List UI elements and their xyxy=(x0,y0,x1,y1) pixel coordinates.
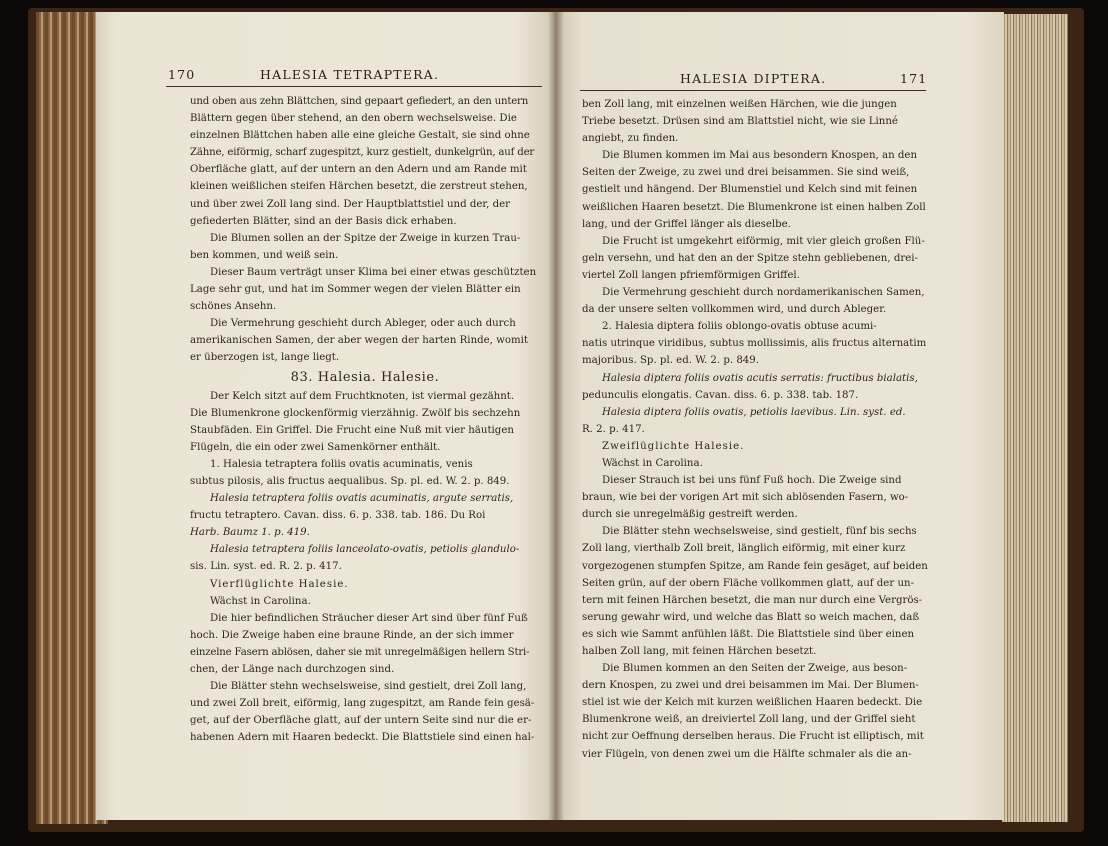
text-line: serung gewahr wird, und welche das Blatt so weich machen, daß xyxy=(582,611,920,623)
text-line: Vierflüglichte Halesie. xyxy=(210,578,349,590)
text-line: Halesia diptera foliis ovatis acutis serratis: fructibus bialatis, xyxy=(602,372,918,384)
text-line: Seiten grün, auf der obern Fläche vollkommen glatt, auf der un- xyxy=(582,577,915,589)
text-line: Die hier befindlichen Sträucher dieser Art sind über fünf Fuß xyxy=(210,612,528,624)
text-line: Zweiflüglichte Halesie. xyxy=(602,440,745,452)
text-line: stiel ist wie der Kelch mit kurzen weißlichen Haaren bedeckt. Die xyxy=(582,697,923,709)
right-running-head: HALESIA DIPTERA. xyxy=(680,71,827,86)
text-line: Die Frucht ist umgekehrt eiförmig, mit vier gleich großen Flü- xyxy=(602,235,925,247)
text-line: hoch. Die Zweige haben eine braune Rinde, an der sich immer xyxy=(190,629,514,641)
text-line: braun, wie bei der vorigen Art mit sich ablösenden Fasern, wo- xyxy=(582,492,909,504)
text-line: nicht zur Oeffnung derselben heraus. Die Frucht ist elliptisch, mit xyxy=(582,731,924,743)
left-header-rule xyxy=(166,86,542,87)
section-heading: 83. Halesia. Halesie. xyxy=(290,369,440,385)
text-line: amerikanischen Samen, der aber wegen der harten Rinde, womit xyxy=(190,335,529,347)
left-page-number: 170 xyxy=(168,67,196,82)
text-line: Oberfläche glatt, auf der untern an den Adern und am Rande mit xyxy=(190,164,527,176)
text-line: und oben aus zehn Blättchen, sind gepaart gefiedert, an den untern xyxy=(190,96,529,107)
text-line: fructu tetraptero. Cavan. diss. 6. p. 338. tab. 186. Du Roi xyxy=(190,510,486,522)
text-line: und über zwei Zoll lang sind. Der Hauptblattstiel und der, der xyxy=(190,198,511,210)
text-line: Zoll lang, vierthalb Zoll breit, länglich eiförmig, mit einer kurz xyxy=(582,543,906,555)
left-page-text xyxy=(190,93,540,746)
text-line: habenen Adern mit Haaren bedeckt. Die Blattstiele sind einen hal- xyxy=(190,732,535,744)
text-line: einzelnen Blättchen haben alle eine gleiche Gestalt, sie sind ohne xyxy=(190,130,530,142)
text-line: Flügeln, die ein oder zwei Samenkörner enthält. xyxy=(190,441,441,453)
text-line: Lage sehr gut, und hat im Sommer wegen der vielen Blätter ein xyxy=(190,284,521,296)
text-line: Harb. Baumz 1. p. 419. xyxy=(190,527,310,539)
left-running-head: HALESIA TETRAPTERA. xyxy=(260,67,440,82)
text-line: tern mit feinen Härchen besetzt, die man nur durch eine Vergrös- xyxy=(582,594,923,606)
text-line: 1. Halesia tetraptera foliis ovatis acuminatis, venis xyxy=(210,458,473,470)
text-line: Die Blätter stehn wechselsweise, sind gestielt, drei Zoll lang, xyxy=(210,681,527,693)
text-line: einzelne Fasern ablösen, daher sie mit unregelmäßigen hellern Stri- xyxy=(190,646,530,658)
text-line: natis utrinque viridibus, subtus mollissimis, alis fructus alternatim xyxy=(582,338,927,350)
text-line: gestielt und hängend. Der Blumenstiel und Kelch sind mit feinen xyxy=(582,184,918,196)
text-line: Dieser Baum verträgt unser Klima bei einer etwas geschützten xyxy=(210,266,537,278)
text-line: Blumenkrone weiß, an dreiviertel Zoll lang, und der Griffel sieht xyxy=(582,714,916,726)
text-line: get, auf der Oberfläche glatt, auf der untern Seite sind nur die er- xyxy=(190,715,532,727)
text-line: Die Blumen kommen im Mai aus besondern Knospen, an den xyxy=(602,150,918,162)
text-line: Die Vermehrung geschieht durch Ableger, oder auch durch xyxy=(210,318,516,330)
text-line: sis. Lin. syst. ed. R. 2. p. 417. xyxy=(190,561,342,573)
text-line: kleinen weißlichen steifen Härchen besetzt, die zerstreut stehen, xyxy=(190,181,528,193)
text-line: chen, der Länge nach durchzogen sind. xyxy=(190,664,395,675)
text-line: Wächst in Carolina. xyxy=(210,595,311,607)
text-line: Die Blumen sollen an der Spitze der Zweige in kurzen Trau- xyxy=(210,232,521,244)
text-line: halben Zoll lang, mit feinen Härchen besetzt. xyxy=(582,646,817,657)
text-line: er überzogen ist, lange liegt. xyxy=(190,352,340,364)
text-line: Die Vermehrung geschieht durch nordamerikanischen Samen, xyxy=(602,287,925,299)
text-line: Seiten der Zweige, zu zwei und drei beisammen. Sie sind weiß, xyxy=(582,167,910,179)
text-line: ben Zoll lang, mit einzelnen weißen Härchen, wie die jungen xyxy=(582,99,897,110)
text-line: Die Blätter stehn wechselsweise, sind gestielt, fünf bis sechs xyxy=(602,526,917,538)
text-line: lang, und der Griffel länger als dieselbe. xyxy=(582,218,791,230)
text-line: da der unsere selten vollkommen wird, und durch Ableger. xyxy=(582,304,887,316)
text-line: vorgezogenen stumpfen Spitze, am Rande fein gesäget, auf beiden xyxy=(582,560,928,572)
text-line: R. 2. p. 417. xyxy=(582,423,645,435)
text-line: Dieser Strauch ist bei uns fünf Fuß hoch. Die Zweige sind xyxy=(602,475,902,487)
text-line: Halesia diptera foliis ovatis, petiolis laevibus. Lin. syst. ed. xyxy=(602,406,906,418)
text-line: gefiederten Blätter, sind an der Basis dick erhaben. xyxy=(190,215,457,227)
text-line: durch sie unregelmäßig gestreift werden. xyxy=(582,509,798,521)
text-line: schönes Ansehn. xyxy=(190,301,277,313)
right-header-rule xyxy=(580,90,926,91)
right-page-number: 171 xyxy=(900,71,928,86)
text-line: Halesia tetraptera foliis lanceolato-ovatis, petiolis glandulo- xyxy=(210,544,520,556)
text-line: Blättern gegen über stehend, an den obern wechselsweise. Die xyxy=(190,113,517,125)
text-line: es sich wie Sammt anfühlen läßt. Die Blattstiele sind über einen xyxy=(582,628,915,640)
right-page-edges xyxy=(1002,14,1068,822)
text-line: pedunculis elongatis. Cavan. diss. 6. p. 338. tab. 187. xyxy=(582,389,859,401)
text-line: geln versehn, und hat den an der Spitze stehn gebliebenen, drei- xyxy=(582,252,918,264)
text-line: viertel Zoll langen pfriemförmigen Griffel. xyxy=(582,269,800,281)
text-line: und zwei Zoll breit, eiförmig, lang zugespitzt, am Rande fein gesä- xyxy=(190,698,535,710)
text-line: Halesia tetraptera foliis ovatis acuminatis, argute serratis, xyxy=(210,493,514,505)
text-line: Wächst in Carolina. xyxy=(602,457,703,469)
text-line: angiebt, zu finden. xyxy=(582,133,679,145)
text-line: ben kommen, und weiß sein. xyxy=(190,249,339,261)
text-line: Die Blumen kommen an den Seiten der Zweige, aus beson- xyxy=(602,663,908,675)
text-line: Zähne, eiförmig, scharf zugespitzt, kurz gestielt, dunkelgrün, auf der xyxy=(190,147,535,159)
text-line: majoribus. Sp. pl. ed. W. 2. p. 849. xyxy=(582,355,760,367)
text-line: 2. Halesia diptera foliis oblongo-ovatis obtuse acumi- xyxy=(602,321,877,333)
text-line: vier Flügeln, von denen zwei um die Hälfte schmaler als die an- xyxy=(582,748,912,760)
text-line: Staubfäden. Ein Griffel. Die Frucht eine Nuß mit vier häutigen xyxy=(190,424,514,436)
right-page-text xyxy=(582,96,930,763)
book-gutter xyxy=(548,12,564,820)
text-line: subtus pilosis, alis fructus aequalibus. Sp. pl. ed. W. 2. p. 849. xyxy=(190,475,510,487)
text-line: dern Knospen, zu zwei und drei beisammen im Mai. Der Blumen- xyxy=(582,680,919,692)
text-line: Der Kelch sitzt auf dem Fruchtknoten, ist viermal gezähnt. xyxy=(210,390,515,402)
text-line: Die Blumenkrone glockenförmig vierzähnig. Zwölf bis sechzehn xyxy=(190,407,521,419)
text-line: weißlichen Haaren besetzt. Die Blumenkrone ist einen halben Zoll xyxy=(582,201,926,213)
text-line: Triebe besetzt. Drüsen sind am Blattstiel nicht, wie sie Linné xyxy=(582,116,898,128)
